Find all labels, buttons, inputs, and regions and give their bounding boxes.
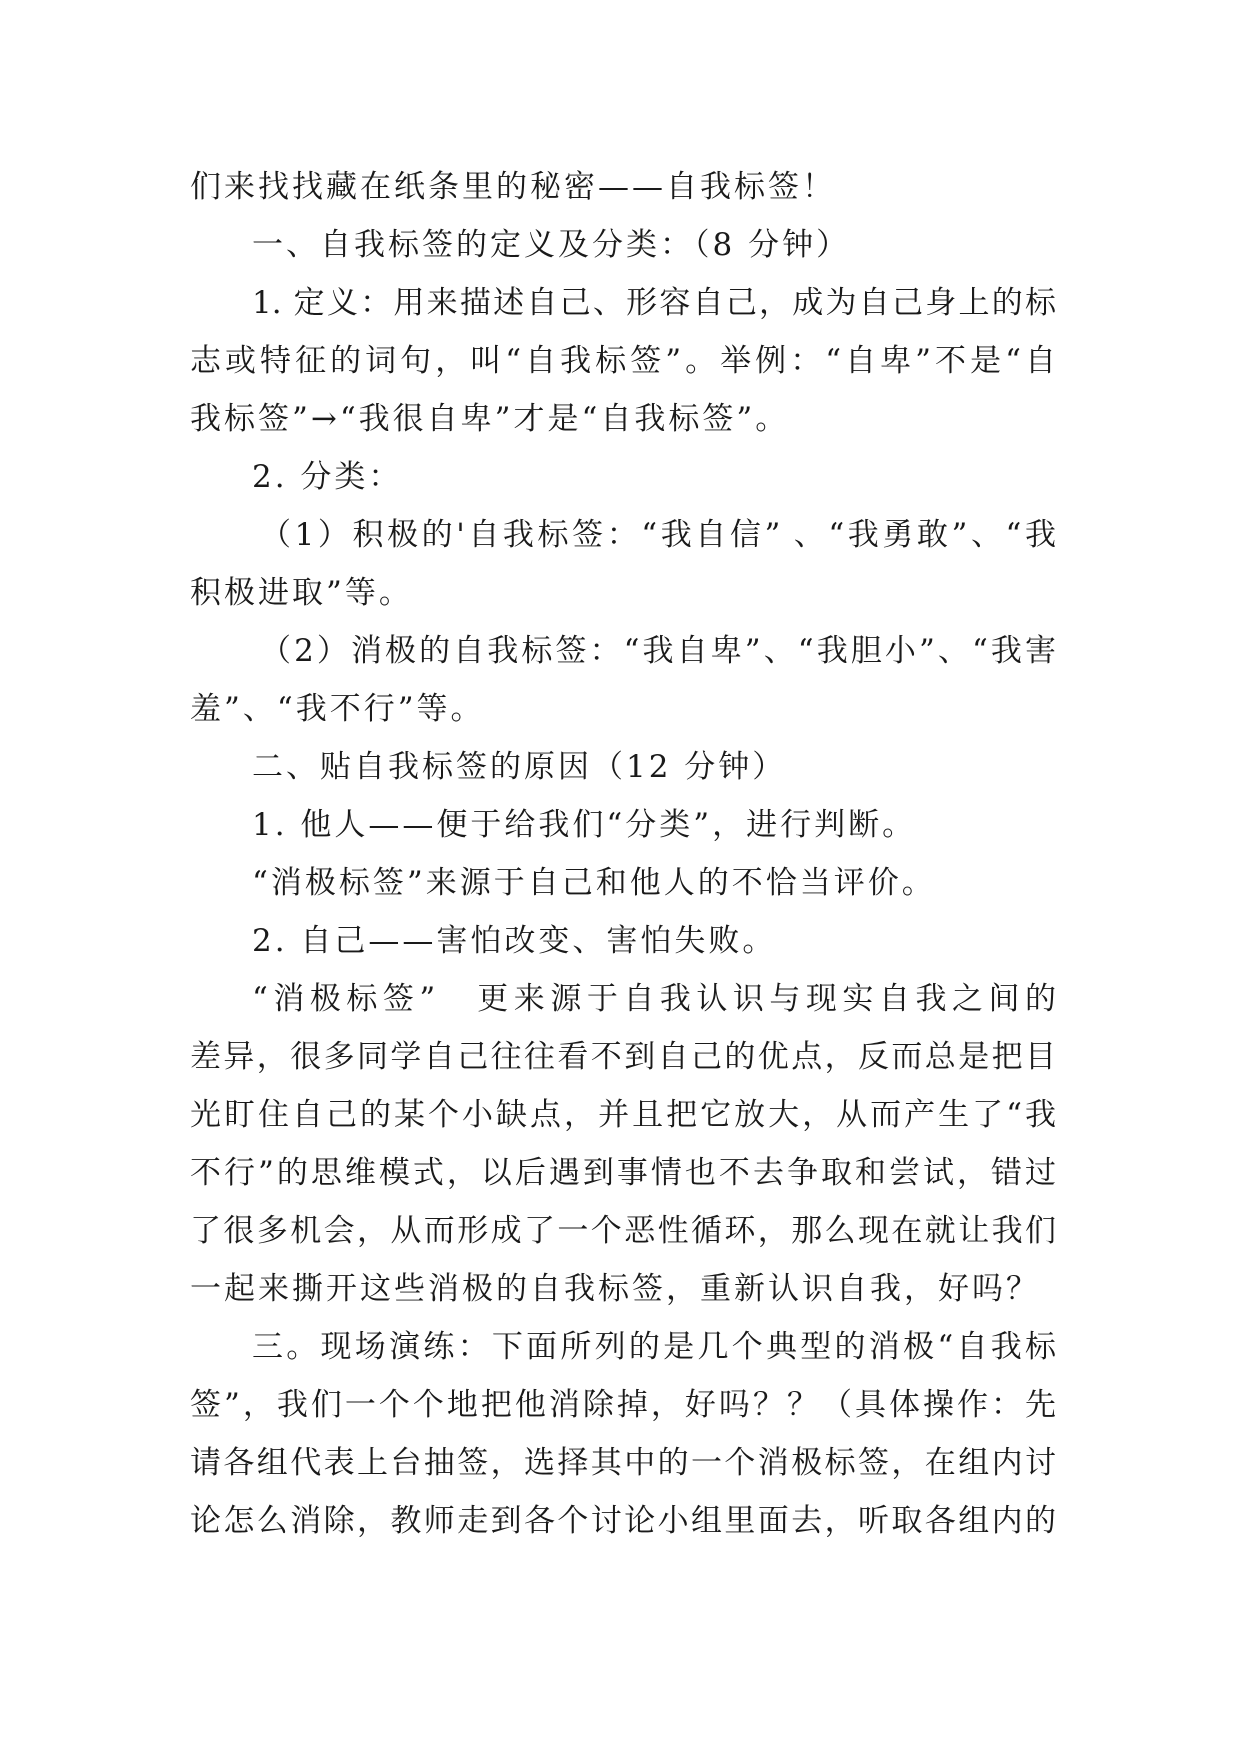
text-line-18: 不行”的思维模式，以后遇到事情也不去争取和尝试，错过 xyxy=(190,1155,1056,1191)
section-heading-3: 三。现场演练：下面所列的是几个典型的消极“自我标 xyxy=(252,1329,1056,1365)
section-heading-1: 一、自我标签的定义及分类：（8 分钟） xyxy=(252,227,851,263)
section-heading-2: 二、贴自我标签的原因（12 分钟） xyxy=(252,749,787,785)
text-line-24: 论怎么消除，教师走到各个讨论小组里面去，听取各组内的 xyxy=(190,1503,1056,1539)
text-line-1: 们来找找藏在纸条里的秘密——自我标签！ xyxy=(190,169,836,205)
text-line-19: 了很多机会，从而形成了一个恶性循环，那么现在就让我们 xyxy=(190,1213,1056,1249)
text-line-3: 1. 定义：用来描述自己、形容自己，成为自己身上的标 xyxy=(252,285,1056,321)
text-line-10: 羞”、“我不行”等。 xyxy=(190,691,485,727)
text-line-4: 志或特征的词句，叫“自我标签”。举例：“自卑”不是“自 xyxy=(190,343,1056,379)
text-line-7: （1）积极的'自我标签：“我自信” 、“我勇敢”、“我 xyxy=(260,517,1056,553)
text-line-20: 一起来撕开这些消极的自我标签，重新认识自我，好吗？ xyxy=(190,1271,1040,1307)
text-line-23: 请各组代表上台抽签，选择其中的一个消极标签，在组内讨 xyxy=(190,1445,1056,1481)
text-line-8: 积极进取”等。 xyxy=(190,575,413,611)
text-line-6: 2. 分类： xyxy=(252,459,403,495)
text-line-14: 2. 自己——害怕改变、害怕失败。 xyxy=(252,923,777,959)
text-line-17: 光盯住自己的某个小缺点，并且把它放大，从而产生了“我 xyxy=(190,1097,1056,1133)
text-line-22: 签”，我们一个个地把他消除掉，好吗？？（具体操作：先 xyxy=(190,1387,1056,1423)
document-body xyxy=(190,158,1056,1550)
text-line-13: “消极标签”来源于自己和他人的不恰当评价。 xyxy=(252,865,936,901)
text-line-12: 1. 他人——便于给我们“分类”，进行判断。 xyxy=(252,807,917,843)
text-line-15: “消极标签” 更来源于自我认识与现实自我之间的 xyxy=(252,981,1056,1017)
text-line-5: 我标签”→“我很自卑”才是“自我标签”。 xyxy=(190,401,790,437)
text-line-9: （2）消极的自我标签：“我自卑”、“我胆小”、“我害 xyxy=(260,633,1056,669)
text-line-16: 差异，很多同学自己往往看不到自己的优点，反而总是把目 xyxy=(190,1039,1056,1075)
